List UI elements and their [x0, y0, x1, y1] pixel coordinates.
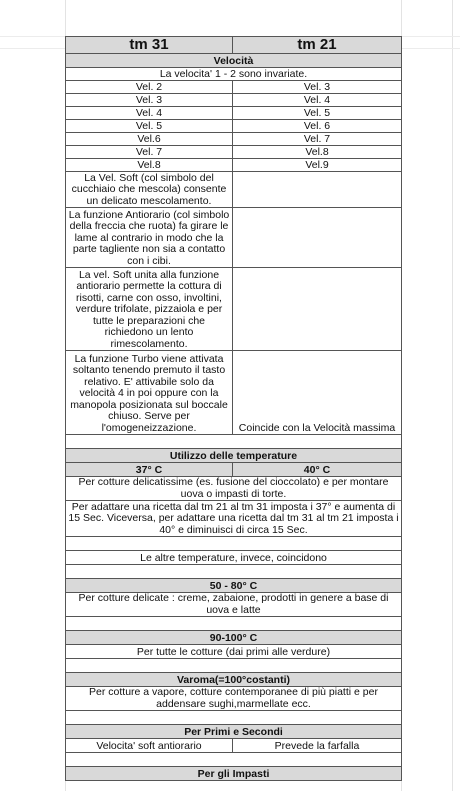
vel-tm21-cell[interactable]: Vel. 4: [233, 94, 402, 107]
temp-40-header[interactable]: 40° C: [233, 463, 402, 477]
vel-tm31-cell[interactable]: Vel. 5: [66, 120, 233, 133]
soft-antiorario-description[interactable]: La vel. Soft unita alla funzione antiorario permette la cottura di risotti, carne con osso, involtini, verdure trifolate, pizzaiola e per tutte le preparazioni che richiedono un lento rimescolamento.: [66, 268, 233, 351]
antiorario-description[interactable]: La funzione Antiorario (col simbolo della freccia che ruota) fa girare le lame al contrario in modo che la parte tagliente non sia a contatto con i cibi.: [66, 208, 233, 268]
empty-row[interactable]: [66, 753, 402, 767]
soft-description[interactable]: La Vel. Soft (col simbolo del cucchiaio che mescola) consente un delicato mescolamento.: [66, 172, 233, 208]
varoma-description[interactable]: Per cotture a vapore, cotture contemporanee di più piatti e per addensare sughi,marmellate ecc.: [66, 687, 402, 711]
section-primi-title[interactable]: Per Primi e Secondi: [66, 725, 402, 739]
temp-50-80-header[interactable]: 50 - 80° C: [66, 579, 402, 593]
vel-tm31-cell[interactable]: Vel. 4: [66, 107, 233, 120]
section-velocita-title[interactable]: Velocità: [66, 54, 402, 68]
temp-90-100-header[interactable]: 90-100° C: [66, 631, 402, 645]
vel-tm31-cell[interactable]: Vel. 3: [66, 94, 233, 107]
turbo-tm21-cell[interactable]: Coincide con la Velocità massima: [233, 351, 402, 435]
vel-tm31-cell[interactable]: Vel. 7: [66, 146, 233, 159]
primi-tm31-cell[interactable]: Velocita' soft antiorario: [66, 739, 233, 753]
temp-90-100-description[interactable]: Per tutte le cotture (dai primi alle verdure): [66, 645, 402, 659]
other-temps-note[interactable]: Le altre temperature, invece, coincidono: [66, 551, 402, 565]
vel-tm21-cell[interactable]: Vel. 6: [233, 120, 402, 133]
vel-tm31-cell[interactable]: Vel.6: [66, 133, 233, 146]
grid-line: [452, 0, 453, 791]
section-temperature-title[interactable]: Utilizzo delle temperature: [66, 449, 402, 463]
primi-tm21-cell[interactable]: Prevede la farfalla: [233, 739, 402, 753]
empty-row[interactable]: [66, 617, 402, 631]
velocita-note[interactable]: La velocita' 1 - 2 sono invariate.: [66, 68, 402, 81]
temp-adapt-description[interactable]: Per adattare una ricetta dal tm 21 al tm 31 imposta i 37° e aumenta di 15 Sec. Viceversa, per adattare una ricetta dal tm 31 al tm 21 imposta i 40° e diminuisci di circa 15 Sec.: [66, 501, 402, 537]
empty-row[interactable]: [66, 565, 402, 579]
header-tm21[interactable]: tm 21: [233, 37, 402, 54]
vel-tm21-cell[interactable]: Vel. 5: [233, 107, 402, 120]
empty-cell[interactable]: [233, 208, 402, 268]
vel-tm31-cell[interactable]: Vel. 2: [66, 81, 233, 94]
temp-50-80-description[interactable]: Per cotture delicate : creme, zabaione, prodotti in genere a base di uova e latte: [66, 593, 402, 617]
temp-37-header[interactable]: 37° C: [66, 463, 233, 477]
header-tm31[interactable]: tm 31: [66, 37, 233, 54]
temp-37-description[interactable]: Per cotture delicatissime (es. fusione del cioccolato) e per montare uova o impasti di torte.: [66, 477, 402, 501]
comparison-table: [65, 36, 402, 781]
varoma-header[interactable]: Varoma(=100°costanti): [66, 673, 402, 687]
empty-row[interactable]: [66, 435, 402, 449]
empty-row[interactable]: [66, 659, 402, 673]
vel-tm21-cell[interactable]: Vel.8: [233, 146, 402, 159]
vel-tm21-cell[interactable]: Vel.9: [233, 159, 402, 172]
vel-tm21-cell[interactable]: Vel. 7: [233, 133, 402, 146]
section-impasti-title[interactable]: Per gli Impasti: [66, 767, 402, 781]
empty-row[interactable]: [66, 537, 402, 551]
empty-cell[interactable]: [233, 268, 402, 351]
empty-row[interactable]: [66, 711, 402, 725]
vel-tm31-cell[interactable]: Vel.8: [66, 159, 233, 172]
vel-tm21-cell[interactable]: Vel. 3: [233, 81, 402, 94]
empty-cell[interactable]: [233, 172, 402, 208]
turbo-description[interactable]: La funzione Turbo viene attivata soltanto tenendo premuto il tasto relativo. E' attivabile solo da velocità 4 in poi oppure con la manopola posizionata sul boccale chiuso. Serve per l'omogeneizzazione.: [66, 351, 233, 435]
